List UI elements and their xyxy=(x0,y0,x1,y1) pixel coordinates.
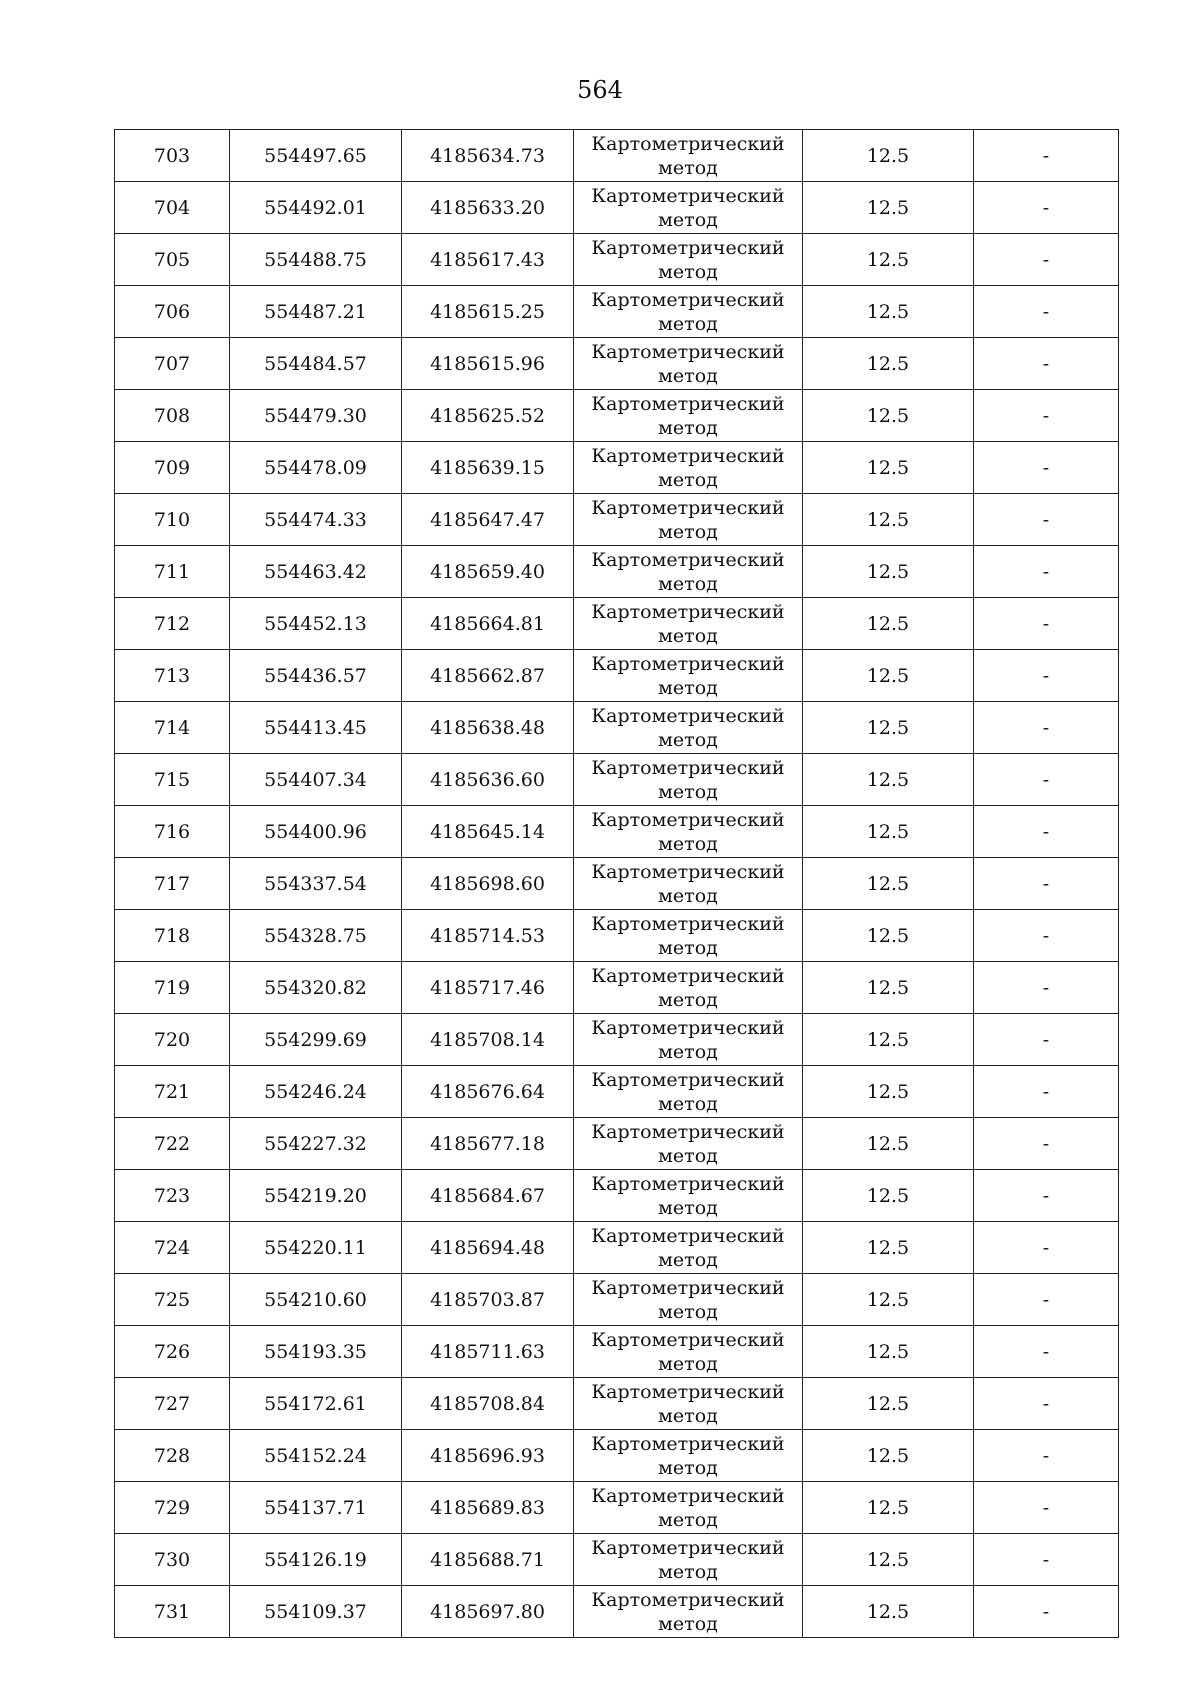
point-number-cell: 717 xyxy=(115,858,230,910)
method-cell xyxy=(574,234,803,286)
method-cell xyxy=(574,1586,803,1638)
point-number-cell: 721 xyxy=(115,1066,230,1118)
method-line-2: метод xyxy=(658,988,718,1011)
accuracy-cell: 12.5 xyxy=(803,1534,974,1586)
method-line-1: Картометрический xyxy=(591,964,785,987)
y-coordinate-cell: 4185625.52 xyxy=(402,390,574,442)
method-cell xyxy=(574,1378,803,1430)
method-line-2: метод xyxy=(658,936,718,959)
x-coordinate-cell: 554137.71 xyxy=(230,1482,402,1534)
method-line-1: Картометрический xyxy=(591,1120,785,1143)
x-coordinate-cell: 554337.54 xyxy=(230,858,402,910)
method-line-1: Картометрический xyxy=(591,392,785,415)
y-coordinate-cell: 4185676.64 xyxy=(402,1066,574,1118)
point-number-cell: 709 xyxy=(115,442,230,494)
point-number-cell: 719 xyxy=(115,962,230,1014)
method-line-2: метод xyxy=(658,1248,718,1271)
accuracy-cell: 12.5 xyxy=(803,1274,974,1326)
note-cell: - xyxy=(974,1586,1119,1638)
x-coordinate-cell: 554210.60 xyxy=(230,1274,402,1326)
accuracy-cell: 12.5 xyxy=(803,286,974,338)
method-line-1: Картометрический xyxy=(591,236,785,259)
note-cell: - xyxy=(974,962,1119,1014)
method-line-1: Картометрический xyxy=(591,652,785,675)
y-coordinate-cell: 4185645.14 xyxy=(402,806,574,858)
x-coordinate-cell: 554463.42 xyxy=(230,546,402,598)
method-cell xyxy=(574,1066,803,1118)
note-cell: - xyxy=(974,1222,1119,1274)
method-line-2: метод xyxy=(658,1196,718,1219)
method-cell xyxy=(574,286,803,338)
note-cell: - xyxy=(974,234,1119,286)
point-number-cell: 715 xyxy=(115,754,230,806)
method-cell xyxy=(574,338,803,390)
y-coordinate-cell: 4185717.46 xyxy=(402,962,574,1014)
y-coordinate-cell: 4185639.15 xyxy=(402,442,574,494)
accuracy-cell: 12.5 xyxy=(803,182,974,234)
table-row xyxy=(115,442,1119,494)
x-coordinate-cell: 554400.96 xyxy=(230,806,402,858)
method-line-2: метод xyxy=(658,416,718,439)
table-row xyxy=(115,598,1119,650)
method-line-2: метод xyxy=(658,1560,718,1583)
accuracy-cell: 12.5 xyxy=(803,702,974,754)
method-line-1: Картометрический xyxy=(591,184,785,207)
point-number-cell: 718 xyxy=(115,910,230,962)
x-coordinate-cell: 554109.37 xyxy=(230,1586,402,1638)
method-cell xyxy=(574,1326,803,1378)
method-cell xyxy=(574,650,803,702)
table-row xyxy=(115,754,1119,806)
accuracy-cell: 12.5 xyxy=(803,858,974,910)
point-number-cell: 731 xyxy=(115,1586,230,1638)
method-line-1: Картометрический xyxy=(591,288,785,311)
note-cell: - xyxy=(974,494,1119,546)
note-cell: - xyxy=(974,1118,1119,1170)
method-line-2: метод xyxy=(658,624,718,647)
method-cell xyxy=(574,1430,803,1482)
table-row xyxy=(115,1482,1119,1534)
note-cell: - xyxy=(974,1326,1119,1378)
note-cell: - xyxy=(974,1430,1119,1482)
method-line-2: метод xyxy=(658,676,718,699)
y-coordinate-cell: 4185647.47 xyxy=(402,494,574,546)
table-row xyxy=(115,182,1119,234)
method-line-2: метод xyxy=(658,1300,718,1323)
table-row xyxy=(115,1014,1119,1066)
y-coordinate-cell: 4185636.60 xyxy=(402,754,574,806)
method-line-1: Картометрический xyxy=(591,1536,785,1559)
accuracy-cell: 12.5 xyxy=(803,1222,974,1274)
page-number: 564 xyxy=(577,76,623,104)
x-coordinate-cell: 554497.65 xyxy=(230,130,402,182)
table-row xyxy=(115,1066,1119,1118)
x-coordinate-cell: 554492.01 xyxy=(230,182,402,234)
x-coordinate-cell: 554219.20 xyxy=(230,1170,402,1222)
method-line-2: метод xyxy=(658,1040,718,1063)
accuracy-cell: 12.5 xyxy=(803,1482,974,1534)
point-number-cell: 707 xyxy=(115,338,230,390)
table-row xyxy=(115,390,1119,442)
method-line-1: Картометрический xyxy=(591,912,785,935)
table-body xyxy=(115,130,1119,1638)
method-line-1: Картометрический xyxy=(591,1224,785,1247)
note-cell: - xyxy=(974,442,1119,494)
table-row xyxy=(115,1534,1119,1586)
y-coordinate-cell: 4185659.40 xyxy=(402,546,574,598)
y-coordinate-cell: 4185684.67 xyxy=(402,1170,574,1222)
note-cell: - xyxy=(974,1170,1119,1222)
point-number-cell: 711 xyxy=(115,546,230,598)
note-cell: - xyxy=(974,910,1119,962)
accuracy-cell: 12.5 xyxy=(803,650,974,702)
point-number-cell: 705 xyxy=(115,234,230,286)
y-coordinate-cell: 4185708.84 xyxy=(402,1378,574,1430)
method-line-2: метод xyxy=(658,468,718,491)
method-cell xyxy=(574,1534,803,1586)
x-coordinate-cell: 554299.69 xyxy=(230,1014,402,1066)
y-coordinate-cell: 4185714.53 xyxy=(402,910,574,962)
accuracy-cell: 12.5 xyxy=(803,598,974,650)
method-cell xyxy=(574,130,803,182)
note-cell: - xyxy=(974,754,1119,806)
table-row xyxy=(115,234,1119,286)
x-coordinate-cell: 554488.75 xyxy=(230,234,402,286)
method-cell xyxy=(574,1222,803,1274)
table-row xyxy=(115,1170,1119,1222)
x-coordinate-cell: 554152.24 xyxy=(230,1430,402,1482)
accuracy-cell: 12.5 xyxy=(803,806,974,858)
method-cell xyxy=(574,1118,803,1170)
method-line-1: Картометрический xyxy=(591,1588,785,1611)
y-coordinate-cell: 4185617.43 xyxy=(402,234,574,286)
x-coordinate-cell: 554487.21 xyxy=(230,286,402,338)
method-cell xyxy=(574,1170,803,1222)
point-number-cell: 706 xyxy=(115,286,230,338)
accuracy-cell: 12.5 xyxy=(803,130,974,182)
coordinates-table xyxy=(114,129,1119,1638)
table-row xyxy=(115,910,1119,962)
y-coordinate-cell: 4185664.81 xyxy=(402,598,574,650)
table-row xyxy=(115,338,1119,390)
method-line-2: метод xyxy=(658,156,718,179)
method-line-1: Картометрический xyxy=(591,548,785,571)
table-row xyxy=(115,286,1119,338)
point-number-cell: 714 xyxy=(115,702,230,754)
accuracy-cell: 12.5 xyxy=(803,442,974,494)
x-coordinate-cell: 554436.57 xyxy=(230,650,402,702)
method-line-2: метод xyxy=(658,832,718,855)
table-row xyxy=(115,1118,1119,1170)
point-number-cell: 708 xyxy=(115,390,230,442)
point-number-cell: 726 xyxy=(115,1326,230,1378)
method-line-1: Картометрический xyxy=(591,340,785,363)
method-cell xyxy=(574,910,803,962)
method-line-2: метод xyxy=(658,572,718,595)
point-number-cell: 716 xyxy=(115,806,230,858)
x-coordinate-cell: 554172.61 xyxy=(230,1378,402,1430)
accuracy-cell: 12.5 xyxy=(803,1066,974,1118)
y-coordinate-cell: 4185689.83 xyxy=(402,1482,574,1534)
method-line-2: метод xyxy=(658,1352,718,1375)
point-number-cell: 729 xyxy=(115,1482,230,1534)
method-cell xyxy=(574,1274,803,1326)
note-cell: - xyxy=(974,1534,1119,1586)
method-line-1: Картометрический xyxy=(591,1016,785,1039)
x-coordinate-cell: 554227.32 xyxy=(230,1118,402,1170)
method-cell xyxy=(574,1482,803,1534)
accuracy-cell: 12.5 xyxy=(803,962,974,1014)
y-coordinate-cell: 4185708.14 xyxy=(402,1014,574,1066)
note-cell: - xyxy=(974,546,1119,598)
point-number-cell: 722 xyxy=(115,1118,230,1170)
method-line-1: Картометрический xyxy=(591,444,785,467)
note-cell: - xyxy=(974,390,1119,442)
accuracy-cell: 12.5 xyxy=(803,1014,974,1066)
method-line-1: Картометрический xyxy=(591,704,785,727)
y-coordinate-cell: 4185638.48 xyxy=(402,702,574,754)
x-coordinate-cell: 554320.82 xyxy=(230,962,402,1014)
table-row xyxy=(115,650,1119,702)
method-line-2: метод xyxy=(658,1144,718,1167)
method-cell xyxy=(574,546,803,598)
method-line-1: Картометрический xyxy=(591,1484,785,1507)
point-number-cell: 723 xyxy=(115,1170,230,1222)
accuracy-cell: 12.5 xyxy=(803,494,974,546)
y-coordinate-cell: 4185634.73 xyxy=(402,130,574,182)
note-cell: - xyxy=(974,650,1119,702)
note-cell: - xyxy=(974,182,1119,234)
accuracy-cell: 12.5 xyxy=(803,338,974,390)
y-coordinate-cell: 4185677.18 xyxy=(402,1118,574,1170)
point-number-cell: 728 xyxy=(115,1430,230,1482)
y-coordinate-cell: 4185703.87 xyxy=(402,1274,574,1326)
method-line-2: метод xyxy=(658,728,718,751)
method-line-1: Картометрический xyxy=(591,860,785,883)
note-cell: - xyxy=(974,1274,1119,1326)
method-line-1: Картометрический xyxy=(591,1380,785,1403)
table-row xyxy=(115,962,1119,1014)
method-cell xyxy=(574,806,803,858)
y-coordinate-cell: 4185688.71 xyxy=(402,1534,574,1586)
x-coordinate-cell: 554484.57 xyxy=(230,338,402,390)
method-line-1: Картометрический xyxy=(591,1276,785,1299)
method-line-2: метод xyxy=(658,1404,718,1427)
method-cell xyxy=(574,858,803,910)
method-line-1: Картометрический xyxy=(591,1328,785,1351)
table-row xyxy=(115,806,1119,858)
method-cell xyxy=(574,494,803,546)
method-line-1: Картометрический xyxy=(591,808,785,831)
x-coordinate-cell: 554452.13 xyxy=(230,598,402,650)
point-number-cell: 725 xyxy=(115,1274,230,1326)
x-coordinate-cell: 554126.19 xyxy=(230,1534,402,1586)
method-line-2: метод xyxy=(658,364,718,387)
method-line-1: Картометрический xyxy=(591,1068,785,1091)
x-coordinate-cell: 554479.30 xyxy=(230,390,402,442)
method-line-2: метод xyxy=(658,780,718,803)
y-coordinate-cell: 4185694.48 xyxy=(402,1222,574,1274)
method-line-2: метод xyxy=(658,312,718,335)
table-row xyxy=(115,858,1119,910)
x-coordinate-cell: 554407.34 xyxy=(230,754,402,806)
note-cell: - xyxy=(974,1066,1119,1118)
note-cell: - xyxy=(974,130,1119,182)
method-line-1: Картометрический xyxy=(591,496,785,519)
point-number-cell: 727 xyxy=(115,1378,230,1430)
method-cell xyxy=(574,442,803,494)
x-coordinate-cell: 554246.24 xyxy=(230,1066,402,1118)
x-coordinate-cell: 554220.11 xyxy=(230,1222,402,1274)
method-cell xyxy=(574,1014,803,1066)
method-line-2: метод xyxy=(658,884,718,907)
table-row xyxy=(115,546,1119,598)
x-coordinate-cell: 554413.45 xyxy=(230,702,402,754)
method-cell xyxy=(574,390,803,442)
method-line-2: метод xyxy=(658,208,718,231)
method-line-2: метод xyxy=(658,520,718,543)
method-cell xyxy=(574,702,803,754)
y-coordinate-cell: 4185615.25 xyxy=(402,286,574,338)
y-coordinate-cell: 4185711.63 xyxy=(402,1326,574,1378)
method-cell xyxy=(574,962,803,1014)
point-number-cell: 730 xyxy=(115,1534,230,1586)
note-cell: - xyxy=(974,702,1119,754)
accuracy-cell: 12.5 xyxy=(803,1586,974,1638)
method-line-2: метод xyxy=(658,1456,718,1479)
accuracy-cell: 12.5 xyxy=(803,234,974,286)
x-coordinate-cell: 554474.33 xyxy=(230,494,402,546)
y-coordinate-cell: 4185615.96 xyxy=(402,338,574,390)
note-cell: - xyxy=(974,338,1119,390)
x-coordinate-cell: 554193.35 xyxy=(230,1326,402,1378)
note-cell: - xyxy=(974,806,1119,858)
note-cell: - xyxy=(974,858,1119,910)
method-line-2: метод xyxy=(658,1612,718,1635)
table-row xyxy=(115,702,1119,754)
method-line-2: метод xyxy=(658,1092,718,1115)
table-row xyxy=(115,130,1119,182)
method-line-2: метод xyxy=(658,260,718,283)
table-row xyxy=(115,1222,1119,1274)
x-coordinate-cell: 554328.75 xyxy=(230,910,402,962)
point-number-cell: 704 xyxy=(115,182,230,234)
table-row xyxy=(115,1586,1119,1638)
point-number-cell: 713 xyxy=(115,650,230,702)
method-cell xyxy=(574,598,803,650)
y-coordinate-cell: 4185662.87 xyxy=(402,650,574,702)
accuracy-cell: 12.5 xyxy=(803,754,974,806)
accuracy-cell: 12.5 xyxy=(803,1118,974,1170)
y-coordinate-cell: 4185698.60 xyxy=(402,858,574,910)
point-number-cell: 712 xyxy=(115,598,230,650)
table-row xyxy=(115,494,1119,546)
accuracy-cell: 12.5 xyxy=(803,1326,974,1378)
accuracy-cell: 12.5 xyxy=(803,910,974,962)
point-number-cell: 703 xyxy=(115,130,230,182)
y-coordinate-cell: 4185697.80 xyxy=(402,1586,574,1638)
method-cell xyxy=(574,754,803,806)
accuracy-cell: 12.5 xyxy=(803,1170,974,1222)
table-row xyxy=(115,1430,1119,1482)
note-cell: - xyxy=(974,1378,1119,1430)
method-cell xyxy=(574,182,803,234)
method-line-1: Картометрический xyxy=(591,1432,785,1455)
table-row xyxy=(115,1274,1119,1326)
accuracy-cell: 12.5 xyxy=(803,1430,974,1482)
method-line-1: Картометрический xyxy=(591,1172,785,1195)
note-cell: - xyxy=(974,286,1119,338)
note-cell: - xyxy=(974,598,1119,650)
accuracy-cell: 12.5 xyxy=(803,546,974,598)
y-coordinate-cell: 4185633.20 xyxy=(402,182,574,234)
method-line-1: Картометрический xyxy=(591,756,785,779)
accuracy-cell: 12.5 xyxy=(803,390,974,442)
y-coordinate-cell: 4185696.93 xyxy=(402,1430,574,1482)
point-number-cell: 720 xyxy=(115,1014,230,1066)
method-line-2: метод xyxy=(658,1508,718,1531)
accuracy-cell: 12.5 xyxy=(803,1378,974,1430)
point-number-cell: 724 xyxy=(115,1222,230,1274)
method-line-1: Картометрический xyxy=(591,600,785,623)
note-cell: - xyxy=(974,1482,1119,1534)
method-line-1: Картометрический xyxy=(591,132,785,155)
x-coordinate-cell: 554478.09 xyxy=(230,442,402,494)
table-row xyxy=(115,1326,1119,1378)
note-cell: - xyxy=(974,1014,1119,1066)
point-number-cell: 710 xyxy=(115,494,230,546)
table-row xyxy=(115,1378,1119,1430)
